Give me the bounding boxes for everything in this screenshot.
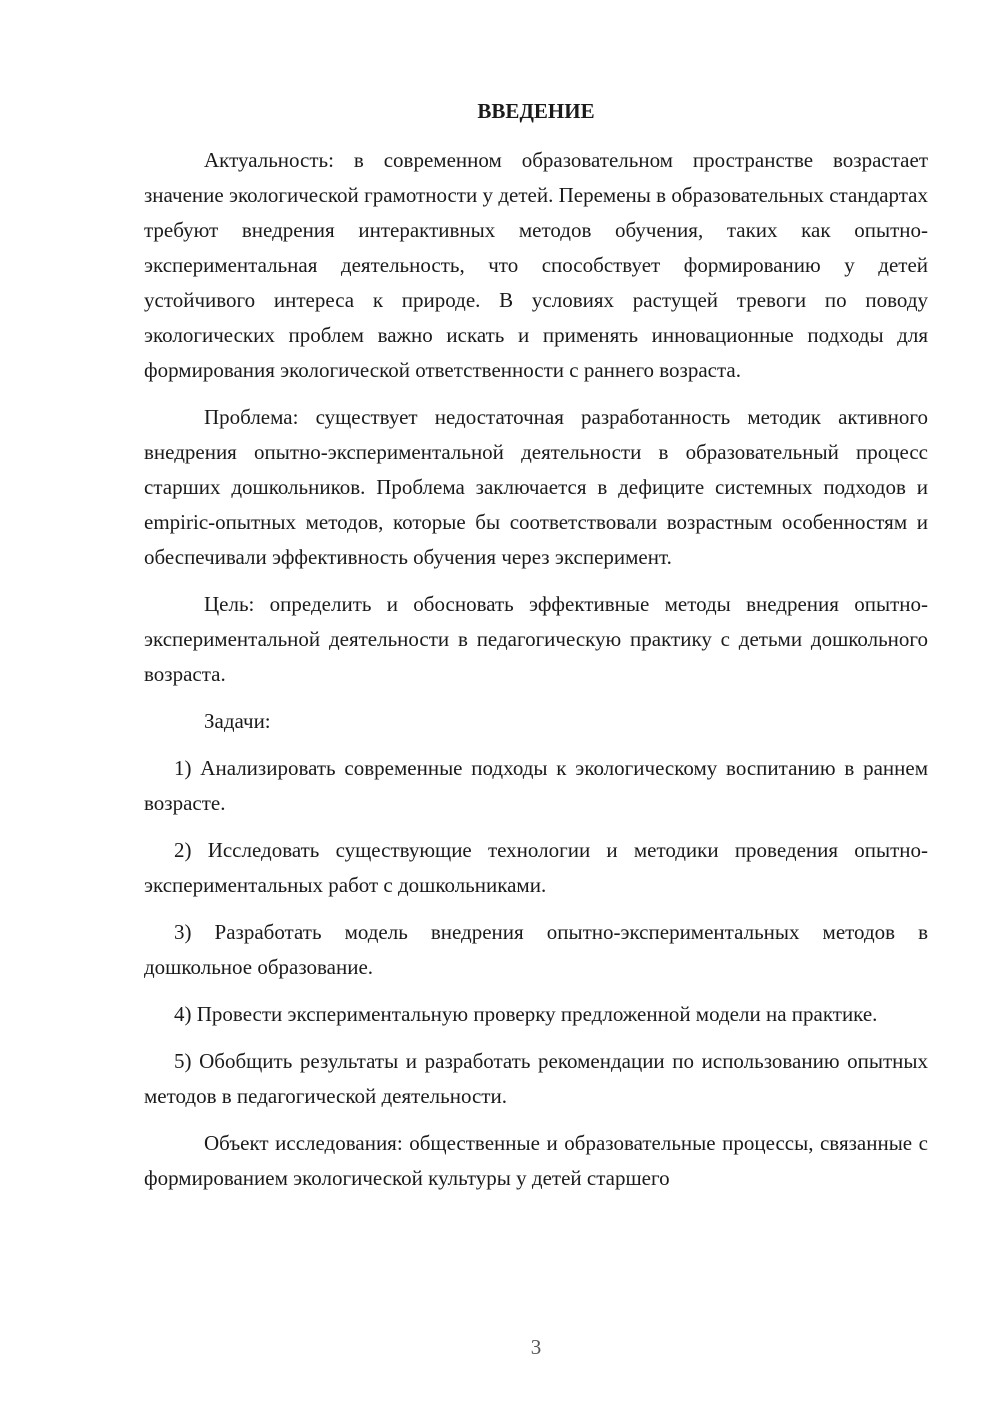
page-number: 3 — [530, 1335, 542, 1359]
paragraph-problem: Проблема: существует недостаточная разработанность методик активного внедрения опытно-экспериментальной деятельности в образовательный процесс старших дошкольников. Проблема заключается в дефиците системных подходов и empiric-опытных методов, которые бы соответствовали возрастным особенностям и обеспечивали эффективность обучения через эксперимент. — [144, 405, 928, 569]
task-item-4: 4) Провести экспериментальную проверку предложенной модели на практике. — [174, 1002, 878, 1026]
document-body — [144, 143, 928, 1208]
document-title: ВВЕДЕНИЕ — [477, 99, 595, 123]
task-item-3: 3) Разработать модель внедрения опытно-экспериментальных методов в дошкольное образование. — [144, 920, 928, 979]
paragraph-goal: Цель: определить и обосновать эффективные методы внедрения опытно-экспериментальной деятельности в педагогическую практику с детьми дошкольного возраста. — [144, 592, 928, 686]
tasks-heading: Задачи: — [204, 709, 271, 733]
task-item-1: 1) Анализировать современные подходы к экологическому воспитанию в раннем возрасте. — [144, 756, 928, 815]
task-item-2: 2) Исследовать существующие технологии и методики проведения опытно-экспериментальных работ с дошкольниками. — [144, 838, 928, 897]
paragraph-relevance: Актуальность: в современном образовательном пространстве возрастает значение экологической грамотности у детей. Перемены в образовательных стандартах требуют внедрения интерактивных методов обучения, таких как опытно-экспериментальная деятельность, что способствует формированию у детей устойчивого интереса к природе. В условиях растущей тревоги по поводу экологических проблем важно искать и применять инновационные подходы для формирования экологической ответственности с раннего возраста. — [144, 148, 928, 382]
paragraph-object: Объект исследования: общественные и образовательные процессы, связанные с формированием экологической культуры у детей старшего — [144, 1131, 928, 1190]
task-item-5: 5) Обобщить результаты и разработать рекомендации по использованию опытных методов в педагогической деятельности. — [144, 1049, 928, 1108]
